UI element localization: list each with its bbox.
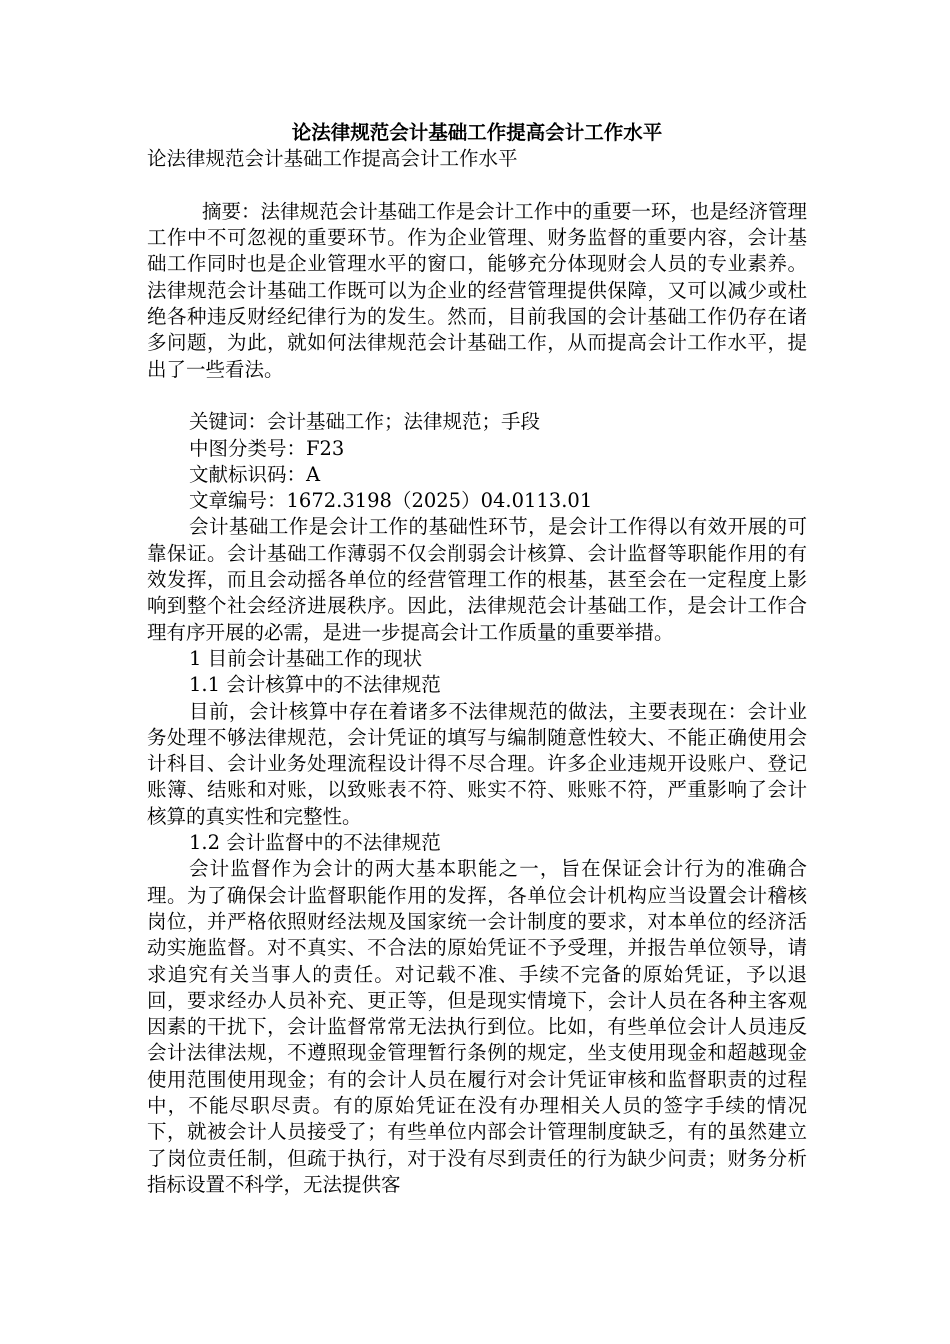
clc-number-line: 中图分类号：F23 [189,436,345,460]
document-body [147,120,807,1198]
section-heading-1: 1 目前会计基础工作的现状 [189,646,423,670]
article-number-line: 文章编号：1672.3198（2025）04.0113.01 [189,489,593,513]
spacer [147,173,807,199]
spacer [147,383,807,409]
section-1-2-paragraph: 会计监督作为会计的两大基本职能之一，旨在保证会计行为的准确合理。为了确保会计监督职能作用的发挥，各单位会计机构应当设置会计稽核岗位，并严格依照财经法规及国家统一会计制度的要求，对本单位的经济活动实施监督。对不真实、不合法的原始凭证不予受理，并报告单位领导，请求追究有关当事人的责任。对记载不准、手续不完备的原始凭证，予以退回，要求经办人员补充、更正等，但是现实情境下，会计人员在各种主客观因素的干扰下，会计监督常常无法执行到位。比如，有些单位会计人员违反会计法律法规，不遵照现金管理暂行条例的规定，坐支使用现金和超越现金使用范围使用现金；有的会计人员在履行对会计凭证审核和监督职责的过程中，不能尽职尽责。有的原始凭证在没有办理相关人员的签字手续的情况下，就被会计人员接受了；有些单位内部会计管理制度缺乏，有的虽然建立了岗位责任制，但疏于执行，对于没有尽到责任的行为缺少问责；财务分析指标设置不科学，无法提供客 [147,857,807,1196]
document-subtitle: 论法律规范会计基础工作提高会计工作水平 [147,147,518,171]
document-code-line: 文献标识码：A [189,462,321,486]
section-heading-1-1: 1.1 会计核算中的不法律规范 [189,673,441,697]
section-heading-1-2: 1.2 会计监督中的不法律规范 [189,831,441,855]
intro-paragraph: 会计基础工作是会计工作的基础性环节，是会计工作得以有效开展的可靠保证。会计基础工作薄弱不仅会削弱会计核算、会计监督等职能作用的有效发挥，而且会动摇各单位的经营管理工作的根基，甚至会在一定程度上影响到整个社会经济进展秩序。因此，法律规范会计基础工作，是会计工作合理有序开展的必需，是进一步提高会计工作质量的重要举措。 [147,515,807,644]
document-title: 论法律规范会计基础工作提高会计工作水平 [291,121,663,144]
keywords-line: 关键词：会计基础工作；法律规范；手段 [189,410,541,434]
abstract-paragraph: 摘要：法律规范会计基础工作是会计工作中的重要一环，也是经济管理工作中不可忽视的重要环节。作为企业管理、财务监督的重要内容，会计基础工作同时也是企业管理水平的窗口，能够充分体现财会人员的专业素养。法律规范会计基础工作既可以为企业的经营管理提供保障，又可以减少或杜绝各种违反财经纪律行为的发生。然而，目前我国的会计基础工作仍存在诸多问题，为此，就如何法律规范会计基础工作，从而提高会计工作水平，提出了一些看法。 [147,199,807,381]
section-1-1-paragraph: 目前，会计核算中存在着诸多不法律规范的做法，主要表现在：会计业务处理不够法律规范，会计凭证的填写与编制随意性较大、不能正确使用会计科目、会计业务处理流程设计得不尽合理。许多企业违规开设账户、登记账簿、结账和对账，以致账表不符、账实不符、账账不符，严重影响了会计核算的真实性和完整性。 [147,699,807,828]
